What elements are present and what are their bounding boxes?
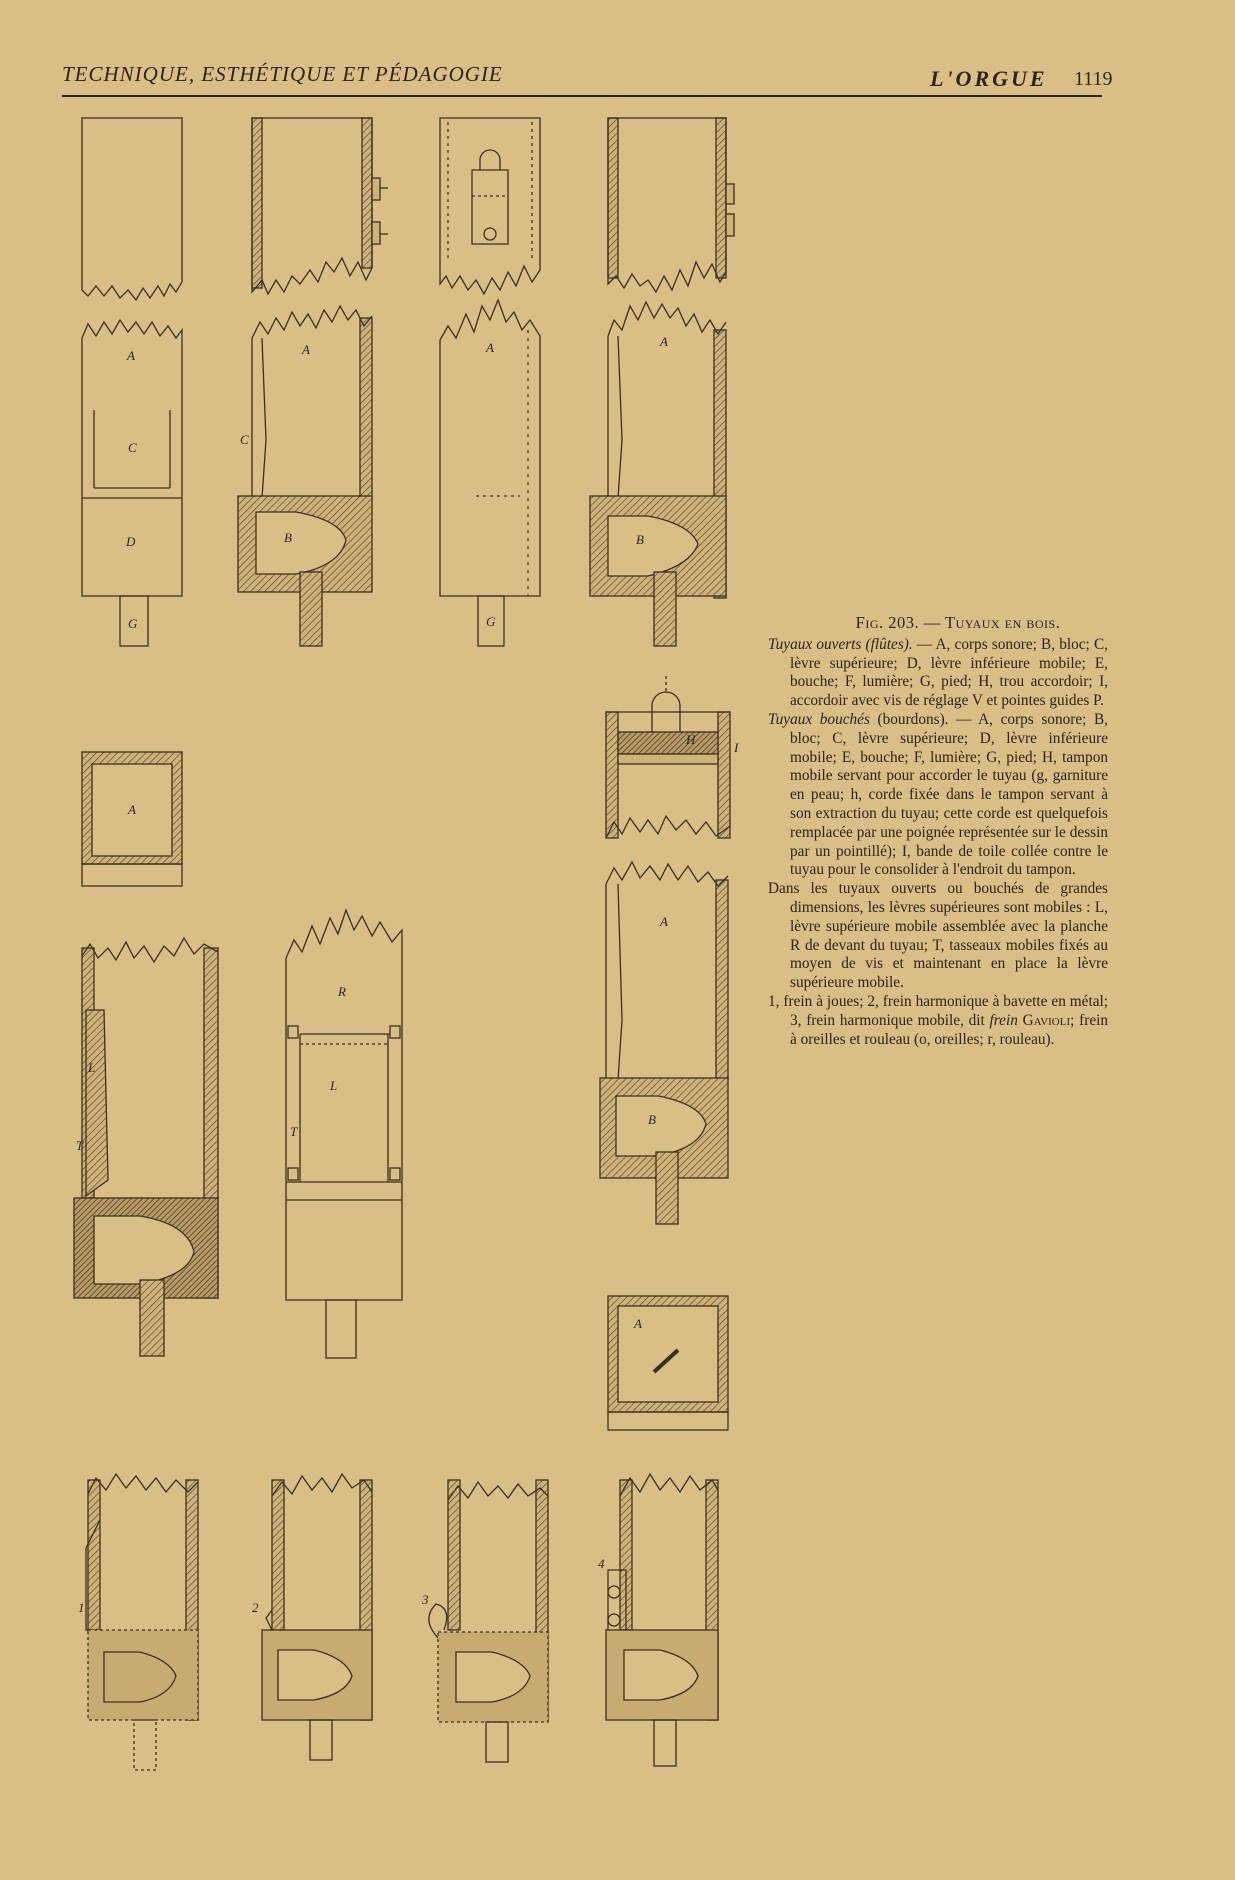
- pipe-2-bottom: [238, 306, 372, 646]
- label-t-front: T: [290, 1124, 298, 1139]
- cross-section-stopped: [608, 1296, 728, 1430]
- frein-4: [606, 1474, 718, 1766]
- caption-freins-text: 1, frein à joues; 2, frein harmonique à bavette en métal; 3, frein harmonique mobile, dit: [768, 992, 1108, 1029]
- cross-section-open: [82, 752, 182, 886]
- pipe-4-bottom: [590, 302, 726, 646]
- label-a-4: A: [660, 334, 668, 349]
- movable-lip-pipe-front: [286, 910, 402, 1358]
- label-c-1: C: [128, 440, 137, 455]
- pipe-3-top: [440, 118, 540, 294]
- label-frein-3: 3: [422, 1592, 429, 1607]
- label-b-stopped: B: [648, 1112, 656, 1127]
- page-number: 1119: [1074, 68, 1113, 90]
- label-a-xs: A: [128, 802, 136, 817]
- label-d-1: D: [126, 534, 136, 549]
- running-header-left: TECHNIQUE, ESTHÉTIQUE ET PÉDAGOGIE: [62, 62, 503, 86]
- pipe-1-bottom: [82, 320, 182, 646]
- caption-para-open-pipes: [768, 636, 1108, 711]
- label-l-section: L: [88, 1060, 96, 1075]
- label-frein-4: 4: [598, 1556, 605, 1571]
- frein-3: [429, 1480, 548, 1762]
- stopped-pipe-top: [606, 676, 730, 838]
- figure-title: Fig. 203. — Tuyaux en bois.: [855, 613, 1061, 632]
- caption-open-pipes-heading: Tuyaux ouverts (flûtes).: [768, 635, 913, 653]
- caption-frein-word: frein: [989, 1011, 1018, 1029]
- label-a-1: A: [127, 348, 135, 363]
- figure-caption: [768, 614, 1108, 1049]
- label-a-stopped: A: [660, 914, 668, 929]
- caption-para-freins: [768, 993, 1108, 1049]
- label-r: R: [338, 984, 346, 999]
- label-t-section: T: [76, 1138, 84, 1153]
- label-b-4: B: [636, 532, 644, 547]
- label-frein-2: 2: [252, 1600, 259, 1615]
- label-h-stopped: H: [686, 732, 696, 747]
- label-a-3: A: [486, 340, 494, 355]
- caption-para-large-pipes: Dans les tuyaux ouverts ou bouchés de grandes dimensions, les lèvres supérieures sont mobiles : L, lèvre supérieure mobile assemblée avec la planche R de devant du tuyau; T, tasseaux mobiles fixés au moyen de vis et maintenant en place la lèvre supérieure mobile.: [768, 880, 1108, 992]
- label-l-front: L: [330, 1078, 338, 1093]
- label-b-2: B: [284, 530, 292, 545]
- frein-1: [86, 1474, 198, 1770]
- frein-2: [262, 1474, 372, 1760]
- caption-gavioli: Gavioli: [1022, 1011, 1071, 1029]
- caption-open-pipes-text: — A, corps sonore; B, bloc; C, lèvre supérieure; D, lèvre inférieure mobile; E, bouche; F, lumière; G, pied; H, trou accordoir; I, accordoir avec vis de réglage V et pointes guides P.: [790, 635, 1108, 710]
- caption-stopped-pipes-text: (bourdons). — A, corps sonore; B, bloc; C, lèvre supérieure; D, lèvre inférieure mobile; E, bouche; F, lumière; G, pied; H, tampon mobile servant pour accorder le tuyau (g, garniture en peau; h, corde fixée dans le tampon servant à son extraction du tuyau; cette corde est quelquefois remplacée par une poignée représentée sur le dessin par un pointillé); I, bande de toile collée contre le tuyau pour le consolider à l'endroit du tampon.: [790, 710, 1109, 879]
- label-i-stopped: I: [734, 740, 739, 755]
- label-frein-1: 1: [78, 1600, 85, 1615]
- pipe-2-top: [252, 118, 388, 294]
- pipe-1-top: [82, 118, 182, 300]
- label-g-3: G: [486, 614, 496, 629]
- pipe-4-top: [608, 118, 734, 292]
- caption-freins-text-end: ; frein à oreilles et rouleau (o, oreilles; r, rouleau).: [790, 1011, 1109, 1048]
- movable-lip-pipe-section: [74, 938, 218, 1356]
- label-a-xs2: A: [634, 1316, 642, 1331]
- running-header-right: L'ORGUE: [930, 66, 1048, 91]
- caption-para-stopped-pipes: [768, 711, 1108, 880]
- label-a-2: A: [302, 342, 310, 357]
- label-g-1: G: [128, 616, 138, 631]
- label-c-2: C: [240, 432, 249, 447]
- caption-stopped-pipes-heading: Tuyaux bouchés: [768, 710, 870, 728]
